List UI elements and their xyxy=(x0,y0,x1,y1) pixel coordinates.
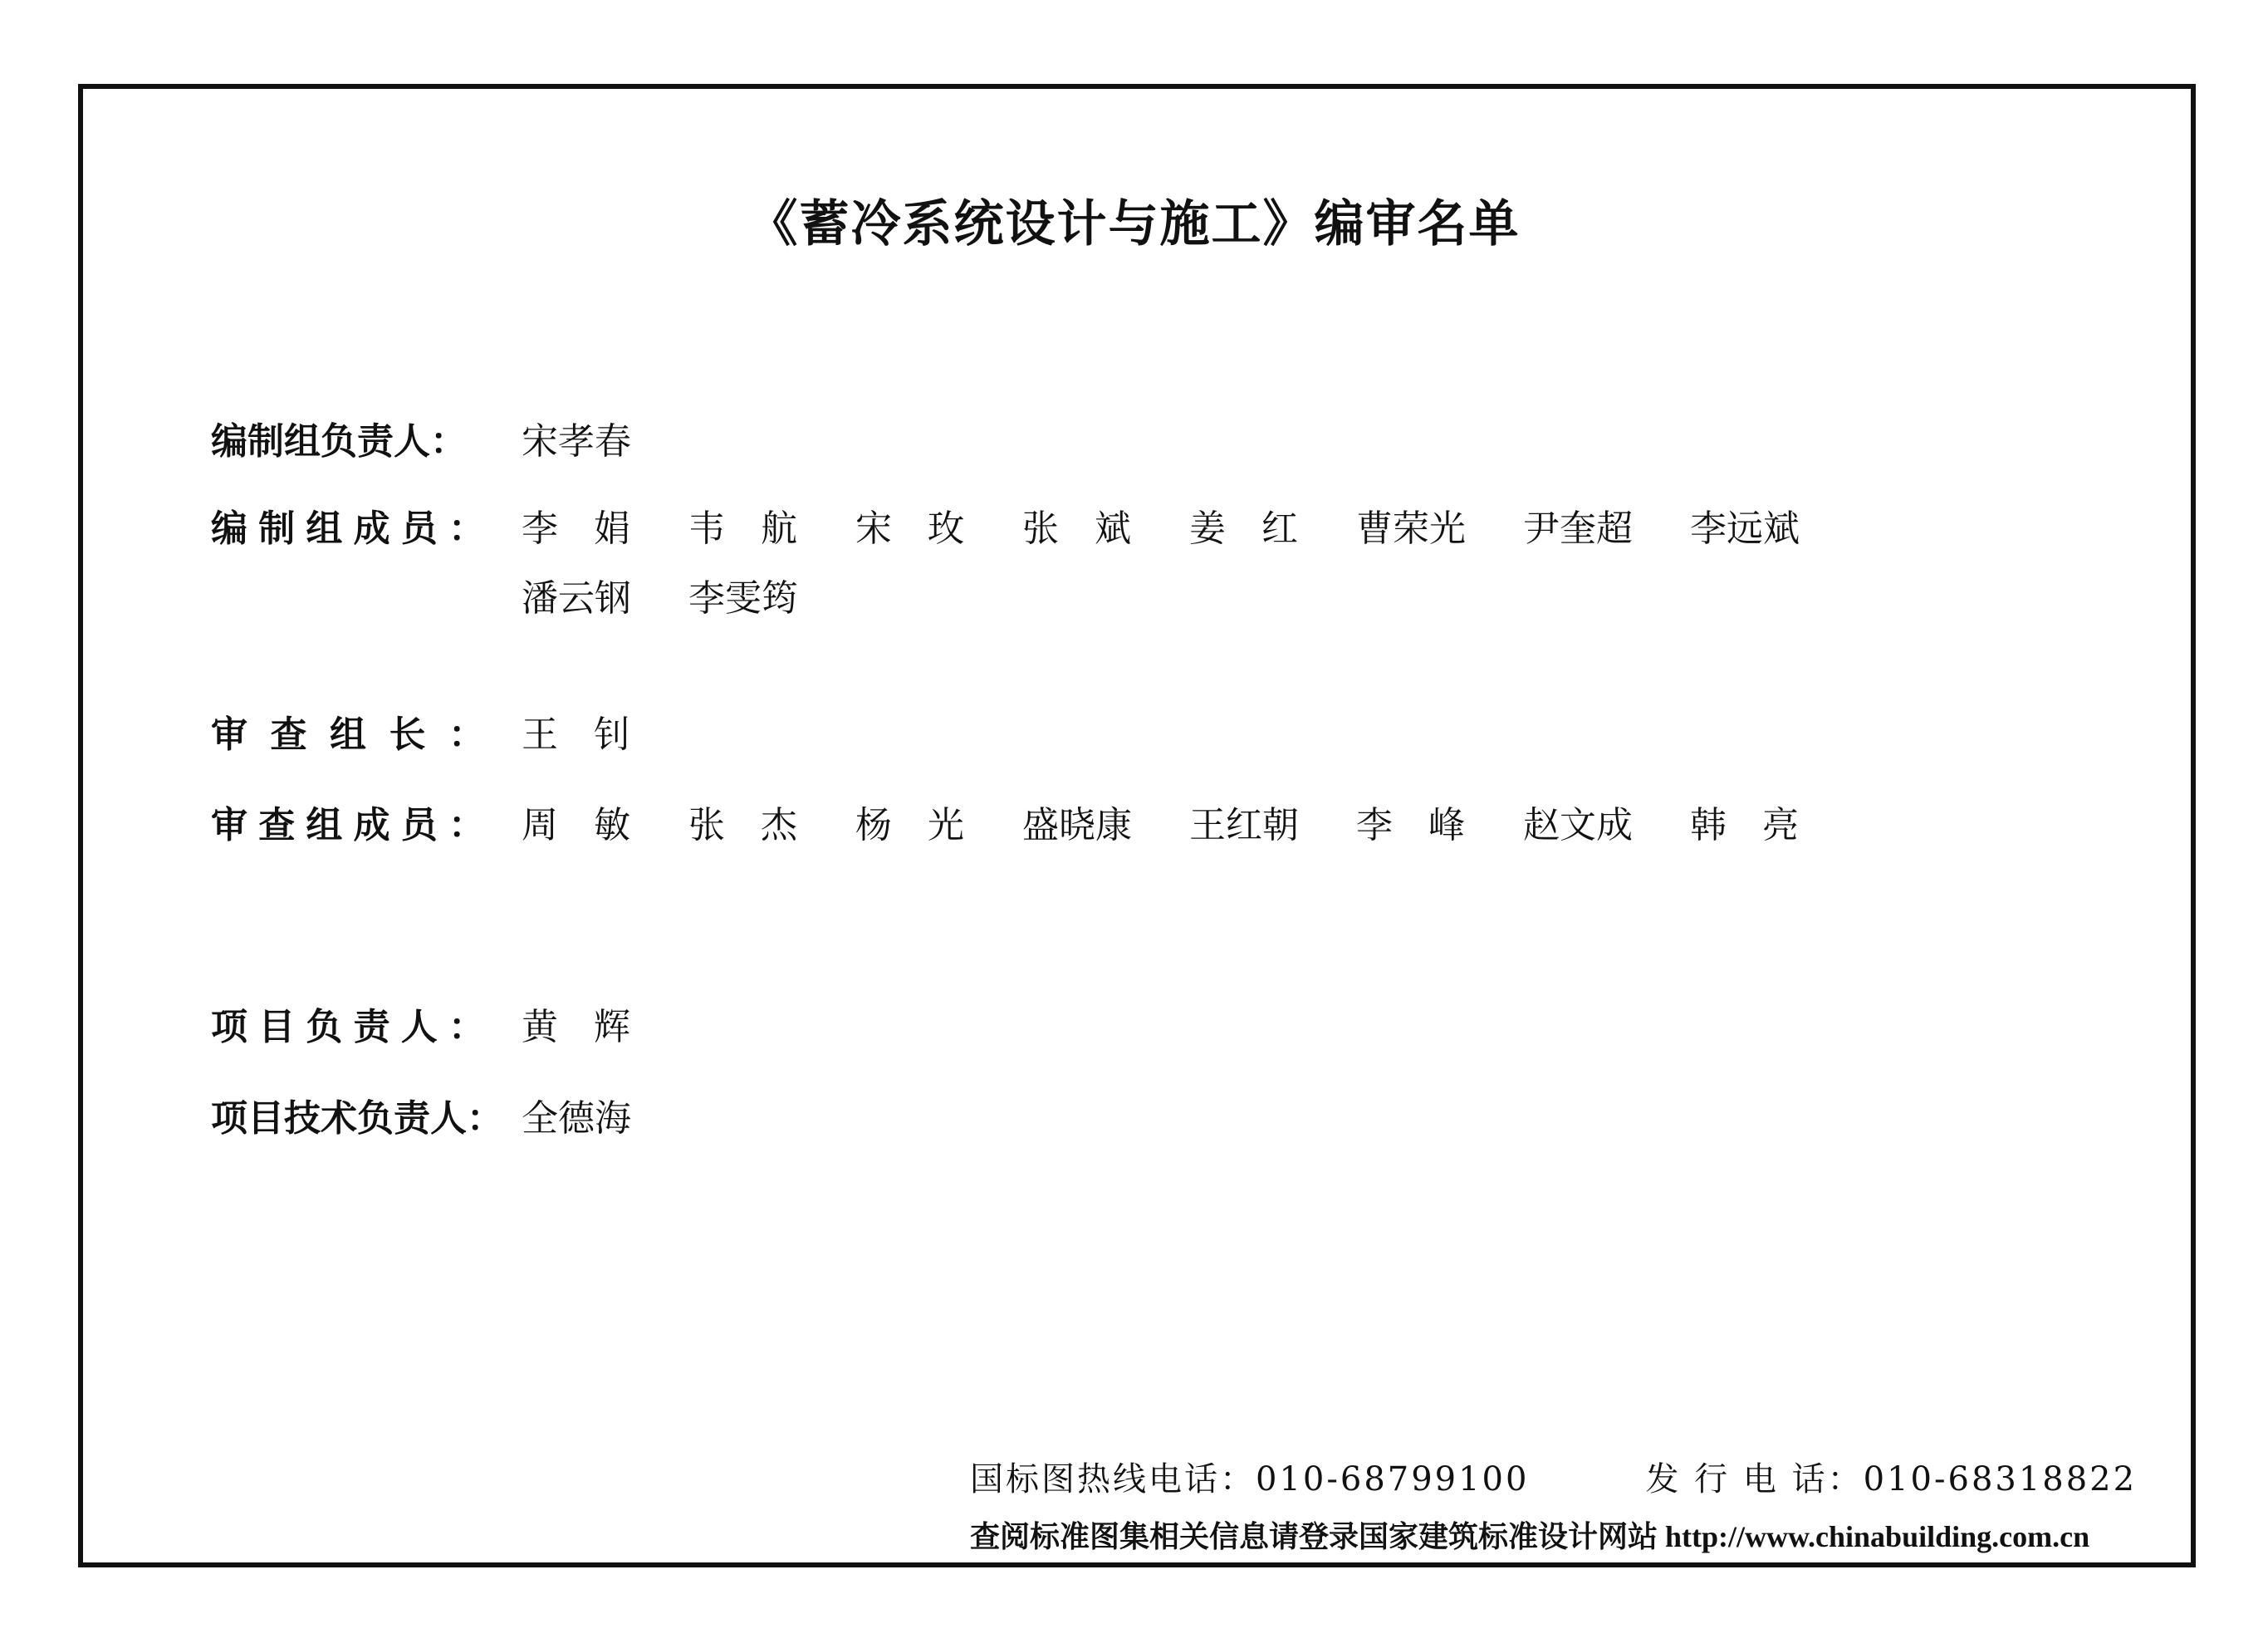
person-name: 韦 航 xyxy=(688,508,797,550)
person-name: 宋孝春 xyxy=(522,420,631,463)
person-name: 李 峰 xyxy=(1356,804,1465,846)
label-char: 人 xyxy=(400,1006,438,1048)
label-char: 审 xyxy=(211,714,247,756)
issue-label: 发 行 电 话： xyxy=(1645,1460,1864,1498)
reviewers-label xyxy=(211,795,485,848)
review-leader-label xyxy=(211,704,485,758)
person-name: 李 娟 xyxy=(522,508,630,550)
person-name: 周 敏 xyxy=(522,804,630,846)
person-name: 曹荣光 xyxy=(1356,508,1466,550)
person-name: 全德海 xyxy=(522,1097,631,1140)
label-char: ： xyxy=(448,1006,485,1048)
label-char: 长 xyxy=(389,714,426,756)
project-lead-names xyxy=(522,997,2016,1050)
person-name: 尹奎超 xyxy=(1523,508,1633,550)
reviewers-names xyxy=(522,795,2016,848)
label-char: ： xyxy=(448,508,485,550)
label-char: 制 xyxy=(258,508,296,550)
label-char: 组 xyxy=(306,804,343,846)
label-char: 员 xyxy=(400,508,438,550)
label-char: 组 xyxy=(330,714,366,756)
person-name: 李远斌 xyxy=(1690,508,1800,550)
chief-editor-label: 编制组负责人： xyxy=(211,420,467,463)
editors-names xyxy=(522,498,2016,621)
project-lead-label xyxy=(211,997,485,1050)
label-char: 组 xyxy=(306,508,343,550)
person-name: 李雯筠 xyxy=(688,577,798,620)
tech-lead-label: 项目技术负责人： xyxy=(211,1097,503,1140)
person-name: 黄 辉 xyxy=(522,1006,630,1048)
page-title: 《蓄冷系统设计与施工》编审名单 xyxy=(747,195,1521,253)
label-char: 员 xyxy=(400,804,438,846)
label-char: 编 xyxy=(211,508,247,550)
person-name: 张 斌 xyxy=(1022,508,1131,550)
label-char: 审 xyxy=(211,804,247,846)
footer-website-note: 查阅标准图集相关信息请登录国家建筑标准设计网站 http://www.chinabuilding.com.cn xyxy=(970,1520,2090,1553)
hotline-number: 010-68799100 xyxy=(1256,1460,1530,1498)
review-leader-names xyxy=(522,704,2016,758)
label-char: 负 xyxy=(306,1006,343,1048)
person-name: 王 钊 xyxy=(522,714,630,756)
label-char: 责 xyxy=(353,1006,390,1048)
label-char: 项 xyxy=(211,1006,247,1048)
person-name: 杨 光 xyxy=(855,804,964,846)
person-name: 姜 红 xyxy=(1189,508,1298,550)
label-char: 目 xyxy=(258,1006,296,1048)
person-name: 王红朝 xyxy=(1189,804,1299,846)
label-char: 成 xyxy=(353,508,390,550)
tech-lead-names xyxy=(522,1088,2016,1141)
person-name: 宋 玫 xyxy=(855,508,964,550)
person-name: 韩 亮 xyxy=(1690,804,1799,846)
editors-label xyxy=(211,498,485,552)
hotline-label: 国标图热线电话： xyxy=(970,1460,1256,1498)
label-char: ： xyxy=(448,714,485,756)
person-name: 盛晓康 xyxy=(1022,804,1132,846)
person-name: 张 杰 xyxy=(688,804,797,846)
label-char: 查 xyxy=(258,804,296,846)
chief-editor-names xyxy=(522,411,2016,464)
footer-phone-line xyxy=(970,1453,2138,1500)
label-char: 查 xyxy=(270,714,307,756)
label-char: ： xyxy=(448,804,485,846)
label-char: 成 xyxy=(353,804,390,846)
issue-number: 010-68318822 xyxy=(1863,1460,2138,1498)
person-name: 赵文成 xyxy=(1523,804,1633,846)
person-name: 潘云钢 xyxy=(522,577,631,620)
